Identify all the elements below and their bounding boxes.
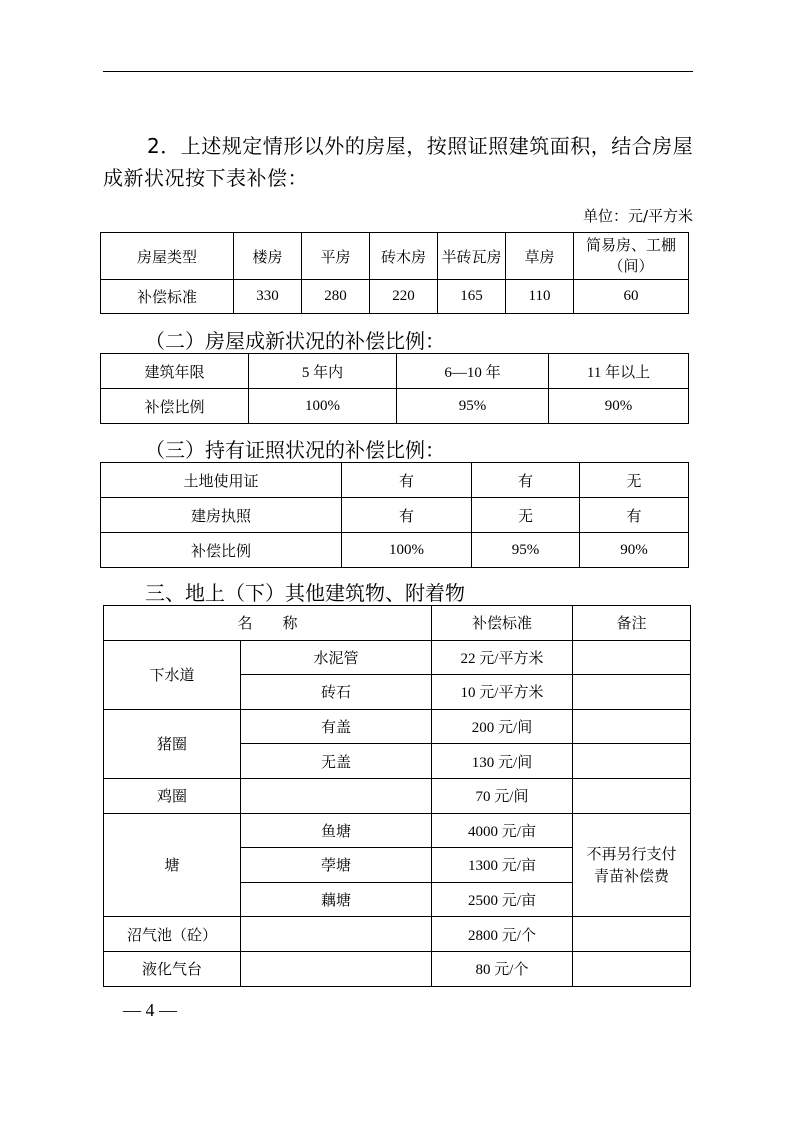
- section-heading: （二）房屋成新状况的补偿比例：: [145, 329, 445, 353]
- row-label: 建房执照: [101, 498, 342, 533]
- unit-label: 单位：元/平方米: [582, 207, 693, 225]
- table-cell: 95%: [472, 533, 580, 568]
- header-cell: 平房: [302, 233, 370, 280]
- group-label: 猪圈: [104, 709, 241, 778]
- item-label: [241, 778, 432, 813]
- age-ratio-table: [100, 353, 689, 424]
- group-label: 塘: [104, 813, 241, 917]
- item-label: 鱼塘: [241, 813, 432, 848]
- table-cell: 90%: [549, 389, 689, 424]
- header-cell: 5 年内: [249, 354, 397, 389]
- header-rule: [103, 71, 693, 72]
- note-cell: [573, 640, 691, 675]
- header-cell: 半砖瓦房: [438, 233, 506, 280]
- standard-cell: 130 元/间: [432, 744, 573, 779]
- header-cell: 房屋类型: [101, 233, 234, 280]
- note-cell: [573, 778, 691, 813]
- standard-cell: 1300 元/亩: [432, 848, 573, 883]
- table-cell: 330: [234, 280, 302, 314]
- table-cell: 95%: [397, 389, 549, 424]
- standard-cell: 2500 元/亩: [432, 882, 573, 917]
- house-type-table: [100, 232, 689, 314]
- table-cell: 100%: [342, 533, 472, 568]
- item-label: 藕塘: [241, 882, 432, 917]
- table-cell: 110: [506, 280, 574, 314]
- header-cell: 11 年以上: [549, 354, 689, 389]
- row-label: 补偿标准: [101, 280, 234, 314]
- row-label: 土地使用证: [101, 463, 342, 498]
- standard-cell: 22 元/平方米: [432, 640, 573, 675]
- table-cell: 有: [342, 463, 472, 498]
- note-cell: 不再另行支付青苗补偿费: [573, 813, 691, 917]
- attachments-table: [103, 605, 691, 987]
- standard-cell: 80 元/个: [432, 951, 573, 986]
- table-cell: 有: [580, 498, 689, 533]
- note-cell: [573, 951, 691, 986]
- header-cell: 简易房、工棚（间）: [574, 233, 689, 280]
- header-cell: 楼房: [234, 233, 302, 280]
- body-paragraph: 2．上述规定情形以外的房屋，按照证照建筑面积，结合房屋成新状况按下表补偿：: [103, 134, 694, 190]
- standard-cell: 10 元/平方米: [432, 675, 573, 710]
- row-label: 补偿比例: [101, 389, 249, 424]
- row-label: 补偿比例: [101, 533, 342, 568]
- standard-cell: 200 元/间: [432, 709, 573, 744]
- header-cell: 备注: [573, 606, 691, 641]
- table-cell: 有: [342, 498, 472, 533]
- group-label: 鸡圈: [104, 778, 241, 813]
- table-cell: 无: [472, 498, 580, 533]
- table-cell: 90%: [580, 533, 689, 568]
- section-heading: （三）持有证照状况的补偿比例：: [145, 438, 445, 462]
- item-label: 无盖: [241, 744, 432, 779]
- group-label: 液化气台: [104, 951, 241, 986]
- item-label: 水泥管: [241, 640, 432, 675]
- note-cell: [573, 917, 691, 952]
- table-cell: 280: [302, 280, 370, 314]
- item-label: 荸塘: [241, 848, 432, 883]
- table-cell: 60: [574, 280, 689, 314]
- header-cell: 名 称: [104, 606, 432, 641]
- item-label: 砖石: [241, 675, 432, 710]
- item-label: [241, 951, 432, 986]
- header-cell: 补偿标准: [432, 606, 573, 641]
- item-label: [241, 917, 432, 952]
- header-cell: 砖木房: [370, 233, 438, 280]
- page-number: — 4 —: [123, 1000, 177, 1020]
- standard-cell: 70 元/间: [432, 778, 573, 813]
- standard-cell: 2800 元/个: [432, 917, 573, 952]
- group-label: 沼气池（砼）: [104, 917, 241, 952]
- certificate-ratio-table: [100, 462, 689, 568]
- note-cell: [573, 744, 691, 779]
- header-cell: 6—10 年: [397, 354, 549, 389]
- item-label: 有盖: [241, 709, 432, 744]
- table-cell: 165: [438, 280, 506, 314]
- note-cell: [573, 709, 691, 744]
- table-cell: 无: [580, 463, 689, 498]
- table-cell: 有: [472, 463, 580, 498]
- section-heading: 三、地上（下）其他建筑物、附着物: [145, 581, 465, 605]
- standard-cell: 4000 元/亩: [432, 813, 573, 848]
- table-cell: 220: [370, 280, 438, 314]
- header-cell: 草房: [506, 233, 574, 280]
- header-cell: 建筑年限: [101, 354, 249, 389]
- table-cell: 100%: [249, 389, 397, 424]
- note-cell: [573, 675, 691, 710]
- group-label: 下水道: [104, 640, 241, 709]
